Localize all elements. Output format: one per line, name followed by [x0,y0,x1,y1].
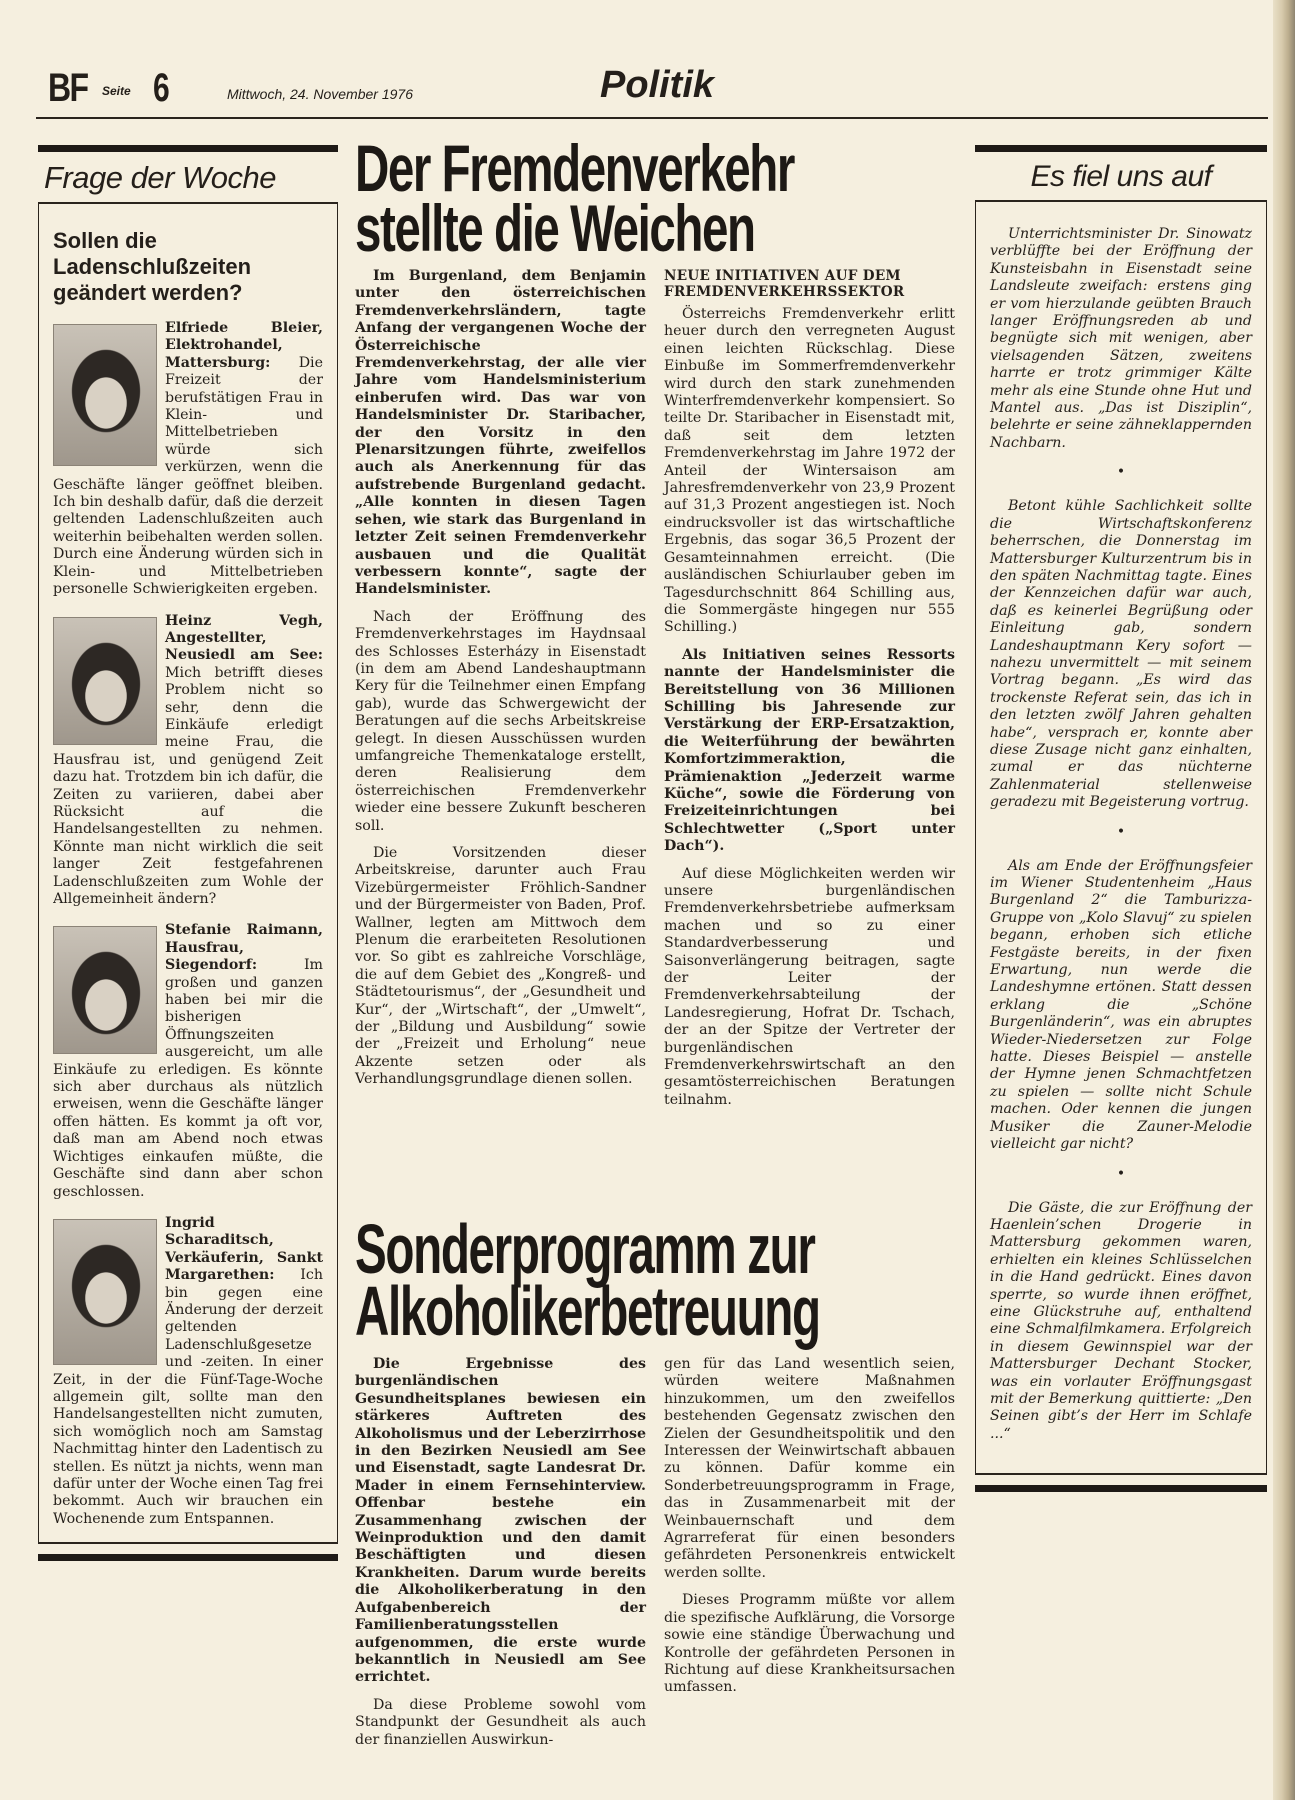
column-bottom-bar [975,1485,1267,1492]
column-kicker: Es fiel uns auf [1030,160,1212,193]
respondent-name: Stefanie Raimann, Hausfrau, Siegendorf: [165,922,323,974]
frage-der-woche-column [38,145,338,1561]
newspaper-logo: BF [48,66,88,110]
response-text: Ich bin gegen eine Änderung der derzeit geltenden Ladenschlußgesetze und -zeiten. In einer Zeit, in der die Fünf-Tage-Woche allgemein gilt, sollte man den Handelsangestellten nicht zumuten, sich womöglich noch am Samstag Nachmittag hinter den Ladentisch zu stellen. Es nützt ja nichts, wenn man dafür unter der Woche einen Tag frei bekommt. Auch wir brauchen ein Wochenende zum Entspannen. [53,1267,323,1527]
article-subheading: NEUE INITIATIVEN AUF DEM FREMDENVERKEHRSSEKTOR [664,268,905,300]
article-lead: Im Burgenland, dem Benjamin unter den österreichischen Fremdenverkehrsländern, tagte Anfang der vergangenen Woche der Österreichische Fremdenverkehrstag, der alle vier Jahre vom Handelsministerium einberufen wird. Das war von Handelsminister Dr. Staribacher, der den Vorsitz in den Plenarsitzungen führte, zweifellos auch als Anerkennung für das aufstrebende Burgenland gedacht. „Alle konnten in diesen Tagen sehen, wie stark das Burgenland in letzter Zeit seinen Fremdenverkehr ausbauen und die Qualität verbessern konnte“, sagte der Handelsminister. [355,268,646,598]
page-number: 6 [153,66,170,110]
issue-date: Mittwoch, 24. November 1976 [227,86,413,102]
masthead [40,62,1268,118]
response-text: Die Freizeit der berufstätigen Frau in Klein- und Mittelbetrieben würde sich verkürzen, wenn die Geschäfte länger geöffnet bleiben. Ich bin deshalb dafür, daß die derzeit geltenden Ladenschlußzeiten auch weiterhin beibehalten werden sollen. Durch eine Änderung würden sich in Klein- und Mittelbetrieben personelle Schwierigkeiten ergeben. [53,354,323,598]
survey-response [53,1215,323,1528]
article-column-1 [355,268,646,1119]
bullet-separator-icon: • [1116,464,1126,481]
note-item: Die Gäste, die zur Eröffnung der Haenlein’schen Drogerie in Mattersburg gekommen waren, erhielten ein kleines Schlüsselchen in die Hand gedrückt. Eines davon sperrte, so wurde ihnen eröffnet, eine Glückstruhe auf, enthaltend eine Schmalfilmkamera. Erfolgreich in diesem Gewinnspiel war der Mattersburger Dechant Stocker, was ein vorlauter Eröffnungsgast mit der Bemerkung quittierte: „Den Seinen gibt’s der Herr im Schlafe ...“ [990,1199,1252,1442]
survey-response [53,320,323,599]
es-fiel-uns-auf-column [975,145,1267,1492]
respondent-name: Heinz Vegh, Angestellter, Neusiedl am See: [165,612,323,664]
page-edge-shadow [1273,0,1295,1800]
article-paragraph: Auf diese Möglichkeiten werden wir unsere burgenländischen Fremdenverkehrsbetriebe aufmerksam machen und so zu einer Standardverbesserung und Saisonverlängerung beitragen, sagte der Leiter der Fremdenverkehrsabteilung der Landesregierung, Hofrat Dr. Tschach, der an der Spitze der Vertreter der burgenländischen Fremdenverkehrswirtschaft an den gesamtösterreichischen Beratungen teilnahm. [664,865,955,1108]
article-paragraph: Österreichs Fremdenverkehr erlitt heuer durch den verregneten August einen leichten Rückschlag. Diese Einbuße im Sommerfremdenverkehr wird durch den stark zunehmenden Winterfremdenverkehr kompensiert. So teilte Dr. Staribacher in Eisenstadt mit, daß seit dem letzten Fremdenverkehrstag im Jahre 1972 der Anteil der Wintersaison am Jahresfremdenverkehr von 23,9 Prozent auf 31,3 Prozent angestiegen ist. Noch eindrucksvoller ist das wirtschaftliche Ergebnis, das sogar 36,5 Prozent der Gesamteinnahmen erreicht. (Die ausländischen Schiurlauber geben im Tagesdurchschnitt 864 Schilling aus, die Sommergäste hingegen nur 555 Schilling.) [664,306,955,636]
article-headline: Sonderprogramm zur Alkoholikerbetreuung [355,1210,820,1350]
notes-box [975,200,1267,1475]
article-headline: Der Fremdenverkehr stellte die Weichen [355,131,794,265]
article-body [355,1356,955,1759]
article-paragraph: Die Vorsitzenden dieser Arbeitskreise, darunter auch Frau Vizebürgermeister Fröhlich-Sandner und der Bürgermeister von Baden, Prof. Wallner, legten am Mittwoch dem Plenum die erarbeiteten Resolutionen vor. So gibt es zahlreiche Vorschläge, die auf dem Gebiet des „Kongreß- und Städtetourismus“, der „Gesundheit und Kur“, der „Wirtschaft“, der „Umwelt“, der „Bildung und Ausbildung“ sowie der „Freizeit und Erholung“ neue Akzente setzen oder als Verhandlungsgrundlage dienen sollen. [355,845,646,1088]
note-item: Unterrichtsminister Dr. Sinowatz verblüffte bei der Eröffnung der Kunsteisbahn in Eisenstadt seine Landsleute zweifach: erstens ging er vom hierzulande geübten Brauch langer Eröffnungsreden ab und begnügte sich mit wenigen, aber vielsagenden Sätzen, zweitens harrte er trotz grimmiger Kälte mehr als eine Stunde ohne Hut und Mantel aus. „Das ist Disziplin“, belehrte er seine zähneklappernden Nachbarn. [990,226,1252,451]
survey-response [53,922,323,1201]
portrait-photo [53,324,157,466]
article-body [355,268,955,1119]
respondent-name: Elfriede Bleier, Elektrohandel, Mattersburg: [165,320,323,371]
column-bottom-bar [38,1554,338,1561]
article-paragraph: gen für das Land wesentlich seien, würden weitere Maßnahmen hinzukommen, um den zweifellos bestehenden Gegensatz zwischen den Zielen der Gesundheitspolitik und den Interessen der Weinwirtschaft abbauen zu können. Dafür komme ein Sonderbetreuungsprogramm in Frage, das in Zusammenarbeit mit der Weinbauernschaft und dem Agrarreferat für einen besonders gefährdeten Personenkreis entwickelt werden sollte. [664,1356,955,1581]
respondent-name: Ingrid Scharaditsch, Verkäuferin, Sankt Margarethen: [165,1214,323,1284]
survey-box [38,202,338,1544]
article-lead: Die Ergebnisse des burgenländischen Gesundheitsplanes bewiesen ein stärkeres Auftreten des Alkoholismus und der Leberzirrhose in den Bezirken Neusiedl am See und Eisenstadt, sagte Landesrat Dr. Mader in einem Fernsehinterview. Offenbar bestehe ein Zusammenhang zwischen der Weinproduktion und den damit Beschäftigten und diesen Krankheiten. Darum wurde bereits die Alkoholikerberatung in den Aufgabenbereich der Familienberatungsstellen aufgenommen, die erste wurde bekanntlich in Neusiedl am See errichtet. [355,1356,646,1686]
article-column-2 [664,268,955,1119]
column-top-bar [975,145,1267,152]
survey-response [53,613,323,909]
note-item: Als am Ende der Eröffnungsfeier im Wiener Studentenheim „Haus Burgenland 2“ die Tamburizza-Gruppe von „Kolo Slavuj“ zu spielen begann, erhoben sich etliche Festgäste bereits, in der fixen Erwartung, nun werde die Landeshymne ertönen. Statt dessen erklang die „Schöne Burgenländerin“, was ein abruptes Wieder-Niedersetzen zur Folge hatte. Dieses Beispiel — anstelle der Hymne jenen Schmachtfetzen zu spielen — sollte nicht Schule machen. Oder kennen die jungen Musiker die Zauner-Melodie vielleicht gar nicht? [990,857,1252,1153]
masthead-rule [36,117,1268,119]
survey-question: Sollen die Ladenschlußzeiten geändert werden? [53,228,252,305]
note-item: Betont kühle Sachlichkeit sollte die Wirtschaftskonferenz beherrschen, die Donnerstag im Mattersburger Kulturzentrum bis in den späten Nachmittag tagte. Eines der Kennzeichen dafür war auch, daß es keinerlei Begrüßung oder Einleitung gab, sondern Landeshauptmann Kery sofort — nahezu unvermittelt — mit seinem Vortrag begann. „Es wird das trockenste Referat sein, das ich in den letzten zwölf Jahren gehalten habe“, versprach er, konnte aber diese Zusage nicht ganz einhalten, zumal er das nüchterne Zahlenmaterial stellenweise geradezu mit Begeisterung vortrug. [990,498,1252,811]
article-paragraph: Dieses Programm müßte vor allem die spezifische Aufklärung, die Vorsorge sowie eine ständige Überwachung und Kontrolle der gefährdeten Personen in Richtung auf diese Krankheitsursachen umfassen. [664,1592,955,1696]
column-top-bar [38,145,338,152]
bullet-separator-icon: • [1116,823,1126,840]
article-alkoholikerbetreuung [355,1210,955,1759]
article-column-2 [664,1356,955,1759]
article-paragraph-bold: Als Initiativen seines Ressorts nannte der Handelsminister die Bereitstellung von 36 Millionen Schilling bis Jahresende zur Verstärkung der ERP-Ersatzaktion, die Weiterführung der bewährten Komfortzimmeraktion, die Prämienaktion „Jederzeit warme Küche“, sowie die Förderung von Freizeiteinrichtungen bei Schlechtwetter („Sport unter Dach“). [664,646,955,855]
page-label: Seite [102,84,131,98]
column-kicker: Frage der Woche [44,160,276,195]
response-text: Im großen und ganzen haben bei mir die bisherigen Öffnungszeiten ausgereicht, um alle Einkäufe zu erledigen. Es könnte sich aber durchaus als nützlich erweisen, wenn die Geschäfte länger offen hätten. Es kommt ja oft vor, daß man am Abend noch etwas Wichtiges einkaufen müßte, die Geschäfte sind dann aber schon geschlossen. [53,957,323,1200]
bullet-separator-icon: • [1116,1165,1126,1182]
portrait-photo [53,1219,157,1365]
article-paragraph: Nach der Eröffnung des Fremdenverkehrstages im Haydnsaal des Schlosses Esterházy in Eisenstadt (in dem am Abend Landeshauptmann Kery für die Teilnehmer einen Empfang gab), wurde das Schwergewicht der Beratungen auf die sechs Arbeitskreise gelegt. In diesen Ausschüssen wurden umfangreiche Themenkataloge erstellt, deren Realisierung dem österreichischen Fremdenverkehr wieder eine bessere Zukunft bescheren soll. [355,608,646,834]
main-articles [355,131,955,1748]
response-text: Mich betrifft dieses Problem nicht so sehr, denn die Einkäufe erledigt meine Frau, die Hausfrau ist, und genügend Zeit dazu hat. Trotzdem bin ich dafür, die Zeiten zu variieren, dabei aber Rücksicht auf die Handelsangestellten zu nehmen. Könnte man nicht wirklich die seit langer Zeit festgefahrenen Ladenschlußzeiten zum Wohle der Allgemeinheit ändern? [53,664,323,907]
article-fremdenverkehr [355,131,955,1119]
section-title: Politik [600,64,715,106]
portrait-photo [53,926,157,1054]
portrait-photo [53,617,157,745]
article-paragraph: Da diese Probleme sowohl vom Standpunkt der Gesundheit als auch der finanziellen Auswirkun- [355,1696,646,1748]
article-column-1 [355,1356,646,1759]
